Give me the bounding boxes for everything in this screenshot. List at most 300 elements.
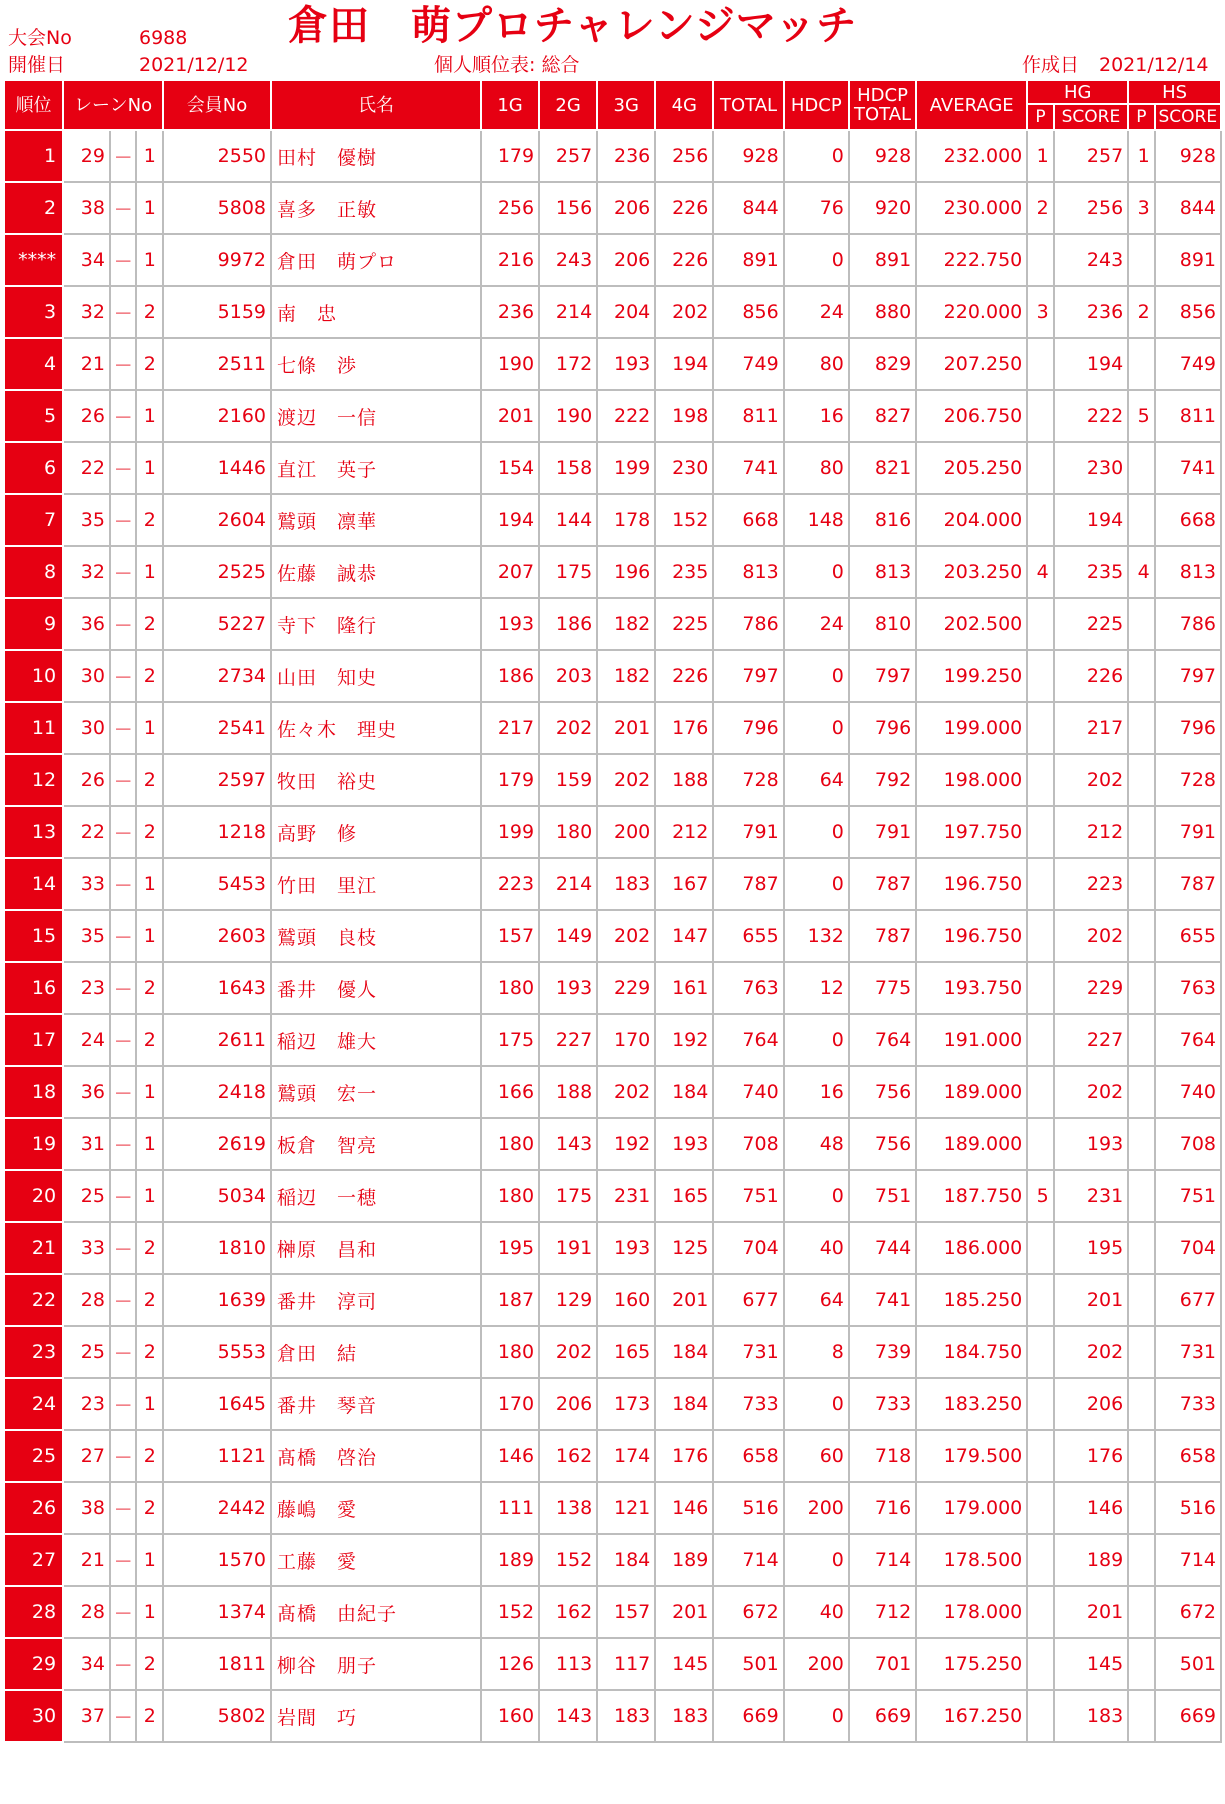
high-series-score: 891 <box>1155 234 1221 286</box>
member-no-cell: 2541 <box>163 702 271 754</box>
high-game-place <box>1027 1326 1054 1378</box>
total-score: 740 <box>713 1066 783 1118</box>
average-cell: 183.250 <box>916 1378 1027 1430</box>
game4-score: 176 <box>655 702 713 754</box>
col-g3: 3G <box>597 80 655 130</box>
rank-cell: 16 <box>4 962 63 1014</box>
table-row <box>4 494 1221 546</box>
table-row <box>4 234 1221 286</box>
lane-dash: － <box>110 182 137 234</box>
game2-score: 158 <box>539 442 597 494</box>
high-game-place <box>1027 494 1054 546</box>
high-game-score: 229 <box>1054 962 1128 1014</box>
high-game-score: 202 <box>1054 910 1128 962</box>
high-series-place <box>1128 754 1155 806</box>
game2-score: 144 <box>539 494 597 546</box>
rank-cell: 30 <box>4 1690 63 1742</box>
handicap-total-cell: 829 <box>849 338 916 390</box>
lane-position: 1 <box>136 130 163 182</box>
player-name-cell: 工藤 愛 <box>271 1534 481 1586</box>
event-no-label: 大会No <box>8 27 72 49</box>
player-name-cell: 藤嶋 愛 <box>271 1482 481 1534</box>
high-series-place: 4 <box>1128 546 1155 598</box>
total-score: 764 <box>713 1014 783 1066</box>
table-row <box>4 182 1221 234</box>
lane-dash: － <box>110 806 137 858</box>
high-game-score: 201 <box>1054 1274 1128 1326</box>
lane-dash: － <box>110 1222 137 1274</box>
lane-cell: 33 <box>63 1222 110 1274</box>
member-no-cell: 5553 <box>163 1326 271 1378</box>
game1-score: 170 <box>481 1378 539 1430</box>
handicap-cell: 8 <box>784 1326 849 1378</box>
high-game-score: 223 <box>1054 858 1128 910</box>
total-score: 928 <box>713 130 783 182</box>
results-body <box>4 130 1221 1742</box>
lane-position: 1 <box>136 234 163 286</box>
lane-position: 1 <box>136 1118 163 1170</box>
high-game-place <box>1027 1482 1054 1534</box>
high-series-score: 751 <box>1155 1170 1221 1222</box>
high-game-score: 217 <box>1054 702 1128 754</box>
game2-score: 190 <box>539 390 597 442</box>
game3-score: 183 <box>597 858 655 910</box>
high-game-place <box>1027 858 1054 910</box>
lane-dash: － <box>110 702 137 754</box>
high-series-score: 844 <box>1155 182 1221 234</box>
lane-dash: － <box>110 390 137 442</box>
game3-score: 199 <box>597 442 655 494</box>
game2-score: 129 <box>539 1274 597 1326</box>
game4-score: 152 <box>655 494 713 546</box>
rank-cell: 8 <box>4 546 63 598</box>
game2-score: 175 <box>539 1170 597 1222</box>
handicap-cell: 148 <box>784 494 849 546</box>
high-game-score: 201 <box>1054 1586 1128 1638</box>
high-series-score: 708 <box>1155 1118 1221 1170</box>
high-series-score: 714 <box>1155 1534 1221 1586</box>
high-game-score: 257 <box>1054 130 1128 182</box>
total-score: 891 <box>713 234 783 286</box>
handicap-cell: 200 <box>784 1482 849 1534</box>
game3-score: 174 <box>597 1430 655 1482</box>
high-game-score: 193 <box>1054 1118 1128 1170</box>
average-cell: 207.250 <box>916 338 1027 390</box>
high-series-score: 658 <box>1155 1430 1221 1482</box>
high-series-place <box>1128 1170 1155 1222</box>
table-row <box>4 1066 1221 1118</box>
game1-score: 186 <box>481 650 539 702</box>
handicap-total-cell: 787 <box>849 910 916 962</box>
high-series-place <box>1128 234 1155 286</box>
average-cell: 193.750 <box>916 962 1027 1014</box>
lane-dash: － <box>110 1378 137 1430</box>
lane-position: 1 <box>136 910 163 962</box>
game2-score: 193 <box>539 962 597 1014</box>
high-game-score: 146 <box>1054 1482 1128 1534</box>
high-game-score: 227 <box>1054 1014 1128 1066</box>
handicap-cell: 76 <box>784 182 849 234</box>
high-series-score: 796 <box>1155 702 1221 754</box>
player-name-cell: 番井 琴音 <box>271 1378 481 1430</box>
lane-position: 2 <box>136 1690 163 1742</box>
total-score: 733 <box>713 1378 783 1430</box>
game2-score: 172 <box>539 338 597 390</box>
game1-score: 180 <box>481 1170 539 1222</box>
average-cell: 191.000 <box>916 1014 1027 1066</box>
rank-cell: 22 <box>4 1274 63 1326</box>
lane-cell: 30 <box>63 702 110 754</box>
high-game-place <box>1027 1690 1054 1742</box>
high-series-place <box>1128 442 1155 494</box>
lane-cell: 27 <box>63 1430 110 1482</box>
member-no-cell: 2604 <box>163 494 271 546</box>
high-game-score: 194 <box>1054 494 1128 546</box>
player-name-cell: 柳谷 朋子 <box>271 1638 481 1690</box>
table-row <box>4 702 1221 754</box>
game3-score: 201 <box>597 702 655 754</box>
rank-cell: 29 <box>4 1638 63 1690</box>
col-hg-p: P <box>1027 104 1054 130</box>
member-no-cell: 2597 <box>163 754 271 806</box>
game1-score: 180 <box>481 962 539 1014</box>
col-total: TOTAL <box>713 80 783 130</box>
high-series-score: 741 <box>1155 442 1221 494</box>
handicap-cell: 64 <box>784 754 849 806</box>
lane-cell: 30 <box>63 650 110 702</box>
lane-dash: － <box>110 1482 137 1534</box>
high-series-place <box>1128 1534 1155 1586</box>
lane-cell: 35 <box>63 494 110 546</box>
lane-cell: 38 <box>63 182 110 234</box>
high-series-place <box>1128 1014 1155 1066</box>
col-hdcp-total-line2: TOTAL <box>853 104 912 125</box>
col-hs-score: SCORE <box>1155 104 1221 130</box>
game2-score: 149 <box>539 910 597 962</box>
game1-score: 199 <box>481 806 539 858</box>
col-hdcp: HDCP <box>784 80 849 130</box>
lane-position: 1 <box>136 1586 163 1638</box>
lane-cell: 38 <box>63 1482 110 1534</box>
player-name-cell: 鷲頭 宏一 <box>271 1066 481 1118</box>
high-series-score: 669 <box>1155 1690 1221 1742</box>
table-row <box>4 1690 1221 1742</box>
rank-cell: 21 <box>4 1222 63 1274</box>
col-hdcp-total-line1: HDCP <box>857 85 908 106</box>
high-series-score: 668 <box>1155 494 1221 546</box>
game1-score: 180 <box>481 1118 539 1170</box>
average-cell: 230.000 <box>916 182 1027 234</box>
game2-score: 186 <box>539 598 597 650</box>
rank-cell: 23 <box>4 1326 63 1378</box>
page-title: 倉田 萌プロチャレンジマッチ <box>288 3 858 49</box>
table-row <box>4 598 1221 650</box>
player-name-cell: 鷲頭 良枝 <box>271 910 481 962</box>
high-game-score: 145 <box>1054 1638 1128 1690</box>
lane-position: 2 <box>136 650 163 702</box>
high-series-place <box>1128 910 1155 962</box>
high-series-score: 786 <box>1155 598 1221 650</box>
game4-score: 201 <box>655 1586 713 1638</box>
high-game-place <box>1027 598 1054 650</box>
game2-score: 191 <box>539 1222 597 1274</box>
member-no-cell: 5453 <box>163 858 271 910</box>
handicap-total-cell: 764 <box>849 1014 916 1066</box>
game3-score: 192 <box>597 1118 655 1170</box>
high-series-place <box>1128 1066 1155 1118</box>
game4-score: 212 <box>655 806 713 858</box>
high-game-place <box>1027 338 1054 390</box>
lane-dash: － <box>110 1066 137 1118</box>
lane-position: 1 <box>136 182 163 234</box>
high-series-place <box>1128 1586 1155 1638</box>
rank-cell: 26 <box>4 1482 63 1534</box>
game2-score: 227 <box>539 1014 597 1066</box>
total-score: 813 <box>713 546 783 598</box>
lane-dash: － <box>110 858 137 910</box>
game1-score: 207 <box>481 546 539 598</box>
lane-position: 2 <box>136 1222 163 1274</box>
col-hdcp-total <box>849 80 916 130</box>
lane-position: 2 <box>136 962 163 1014</box>
table-row <box>4 1118 1221 1170</box>
lane-dash: － <box>110 338 137 390</box>
table-row <box>4 650 1221 702</box>
total-score: 797 <box>713 650 783 702</box>
average-cell: 196.750 <box>916 910 1027 962</box>
lane-cell: 26 <box>63 754 110 806</box>
table-row <box>4 390 1221 442</box>
total-score: 791 <box>713 806 783 858</box>
game4-score: 193 <box>655 1118 713 1170</box>
high-game-place <box>1027 1066 1054 1118</box>
high-game-score: 235 <box>1054 546 1128 598</box>
member-no-cell: 1218 <box>163 806 271 858</box>
player-name-cell: 板倉 智亮 <box>271 1118 481 1170</box>
high-game-place: 2 <box>1027 182 1054 234</box>
high-game-score: 236 <box>1054 286 1128 338</box>
lane-position: 2 <box>136 494 163 546</box>
handicap-cell: 0 <box>784 234 849 286</box>
event-date: 2021/12/12 <box>139 54 249 76</box>
high-game-place <box>1027 1430 1054 1482</box>
game1-score: 126 <box>481 1638 539 1690</box>
game3-score: 157 <box>597 1586 655 1638</box>
game4-score: 184 <box>655 1066 713 1118</box>
high-game-score: 230 <box>1054 442 1128 494</box>
game1-score: 236 <box>481 286 539 338</box>
col-rank: 順位 <box>4 80 63 130</box>
game3-score: 183 <box>597 1690 655 1742</box>
game4-score: 230 <box>655 442 713 494</box>
game4-score: 161 <box>655 962 713 1014</box>
game4-score: 176 <box>655 1430 713 1482</box>
player-name-cell: 番井 淳司 <box>271 1274 481 1326</box>
lane-position: 2 <box>136 598 163 650</box>
handicap-cell: 12 <box>784 962 849 1014</box>
game3-score: 200 <box>597 806 655 858</box>
handicap-total-cell: 797 <box>849 650 916 702</box>
game2-score: 202 <box>539 702 597 754</box>
total-score: 655 <box>713 910 783 962</box>
high-game-score: 222 <box>1054 390 1128 442</box>
lane-dash: － <box>110 494 137 546</box>
member-no-cell: 1643 <box>163 962 271 1014</box>
high-game-score: 206 <box>1054 1378 1128 1430</box>
rank-cell: 12 <box>4 754 63 806</box>
high-series-place <box>1128 650 1155 702</box>
rank-cell: 24 <box>4 1378 63 1430</box>
member-no-cell: 5227 <box>163 598 271 650</box>
member-no-cell: 2160 <box>163 390 271 442</box>
game2-score: 214 <box>539 286 597 338</box>
member-no-cell: 2619 <box>163 1118 271 1170</box>
rank-cell: 19 <box>4 1118 63 1170</box>
member-no-cell: 1570 <box>163 1534 271 1586</box>
game4-score: 184 <box>655 1378 713 1430</box>
game1-score: 216 <box>481 234 539 286</box>
game4-score: 225 <box>655 598 713 650</box>
handicap-cell: 64 <box>784 1274 849 1326</box>
handicap-total-cell: 741 <box>849 1274 916 1326</box>
game1-score: 175 <box>481 1014 539 1066</box>
total-score: 796 <box>713 702 783 754</box>
handicap-total-cell: 669 <box>849 1690 916 1742</box>
high-series-place: 3 <box>1128 182 1155 234</box>
high-series-score: 928 <box>1155 130 1221 182</box>
game3-score: 178 <box>597 494 655 546</box>
results-table <box>3 79 1222 1743</box>
handicap-cell: 80 <box>784 338 849 390</box>
total-score: 741 <box>713 442 783 494</box>
rank-cell: 20 <box>4 1170 63 1222</box>
game3-score: 206 <box>597 234 655 286</box>
lane-position: 1 <box>136 1534 163 1586</box>
col-average: AVERAGE <box>916 80 1027 130</box>
game4-score: 189 <box>655 1534 713 1586</box>
event-no: 6988 <box>139 27 188 49</box>
handicap-cell: 0 <box>784 1690 849 1742</box>
average-cell: 206.750 <box>916 390 1027 442</box>
high-series-score: 749 <box>1155 338 1221 390</box>
table-row <box>4 338 1221 390</box>
high-game-score: 202 <box>1054 754 1128 806</box>
player-name-cell: 渡辺 一信 <box>271 390 481 442</box>
total-score: 668 <box>713 494 783 546</box>
member-no-cell: 1645 <box>163 1378 271 1430</box>
high-game-score: 189 <box>1054 1534 1128 1586</box>
high-series-score: 797 <box>1155 650 1221 702</box>
table-row <box>4 1222 1221 1274</box>
handicap-total-cell: 816 <box>849 494 916 546</box>
total-score: 811 <box>713 390 783 442</box>
game3-score: 121 <box>597 1482 655 1534</box>
game1-score: 201 <box>481 390 539 442</box>
lane-cell: 32 <box>63 546 110 598</box>
high-game-score: 195 <box>1054 1222 1128 1274</box>
table-row <box>4 806 1221 858</box>
high-series-place <box>1128 962 1155 1014</box>
member-no-cell: 1121 <box>163 1430 271 1482</box>
rank-cell: 3 <box>4 286 63 338</box>
game3-score: 231 <box>597 1170 655 1222</box>
average-cell: 184.750 <box>916 1326 1027 1378</box>
handicap-cell: 40 <box>784 1586 849 1638</box>
game3-score: 202 <box>597 910 655 962</box>
high-game-place <box>1027 806 1054 858</box>
lane-position: 2 <box>136 286 163 338</box>
high-series-score: 787 <box>1155 858 1221 910</box>
table-row <box>4 1482 1221 1534</box>
handicap-cell: 16 <box>784 390 849 442</box>
game3-score: 170 <box>597 1014 655 1066</box>
game3-score: 193 <box>597 1222 655 1274</box>
lane-dash: － <box>110 1690 137 1742</box>
player-name-cell: 稲辺 一穂 <box>271 1170 481 1222</box>
high-game-place <box>1027 754 1054 806</box>
average-cell: 175.250 <box>916 1638 1027 1690</box>
high-game-score: 243 <box>1054 234 1128 286</box>
high-series-place <box>1128 1222 1155 1274</box>
handicap-total-cell: 791 <box>849 806 916 858</box>
game4-score: 183 <box>655 1690 713 1742</box>
created-label: 作成日 <box>1022 54 1080 76</box>
game4-score: 184 <box>655 1326 713 1378</box>
lane-cell: 23 <box>63 962 110 1014</box>
total-score: 749 <box>713 338 783 390</box>
player-name-cell: 七條 渉 <box>271 338 481 390</box>
average-cell: 185.250 <box>916 1274 1027 1326</box>
lane-position: 1 <box>136 390 163 442</box>
lane-dash: － <box>110 130 137 182</box>
table-row <box>4 1534 1221 1586</box>
lane-cell: 25 <box>63 1326 110 1378</box>
high-series-place <box>1128 1690 1155 1742</box>
game3-score: 173 <box>597 1378 655 1430</box>
game2-score: 206 <box>539 1378 597 1430</box>
average-cell: 179.000 <box>916 1482 1027 1534</box>
high-series-score: 733 <box>1155 1378 1221 1430</box>
high-game-score: 256 <box>1054 182 1128 234</box>
handicap-cell: 0 <box>784 546 849 598</box>
player-name-cell: 南 忠 <box>271 286 481 338</box>
table-row <box>4 1430 1221 1482</box>
rank-cell: 13 <box>4 806 63 858</box>
total-score: 658 <box>713 1430 783 1482</box>
high-game-place: 3 <box>1027 286 1054 338</box>
average-cell: 220.000 <box>916 286 1027 338</box>
rank-cell: 11 <box>4 702 63 754</box>
handicap-cell: 0 <box>784 1014 849 1066</box>
table-row <box>4 962 1221 1014</box>
lane-cell: 24 <box>63 1014 110 1066</box>
high-game-place <box>1027 390 1054 442</box>
player-name-cell: 髙橋 啓治 <box>271 1430 481 1482</box>
average-cell: 179.500 <box>916 1430 1027 1482</box>
col-g4: 4G <box>655 80 713 130</box>
game3-score: 206 <box>597 182 655 234</box>
col-hs-p: P <box>1128 104 1155 130</box>
average-cell: 178.000 <box>916 1586 1027 1638</box>
high-game-score: 176 <box>1054 1430 1128 1482</box>
high-series-score: 516 <box>1155 1482 1221 1534</box>
lane-dash: － <box>110 1586 137 1638</box>
game3-score: 165 <box>597 1326 655 1378</box>
lane-position: 2 <box>136 806 163 858</box>
rank-cell: 4 <box>4 338 63 390</box>
total-score: 786 <box>713 598 783 650</box>
lane-cell: 34 <box>63 234 110 286</box>
